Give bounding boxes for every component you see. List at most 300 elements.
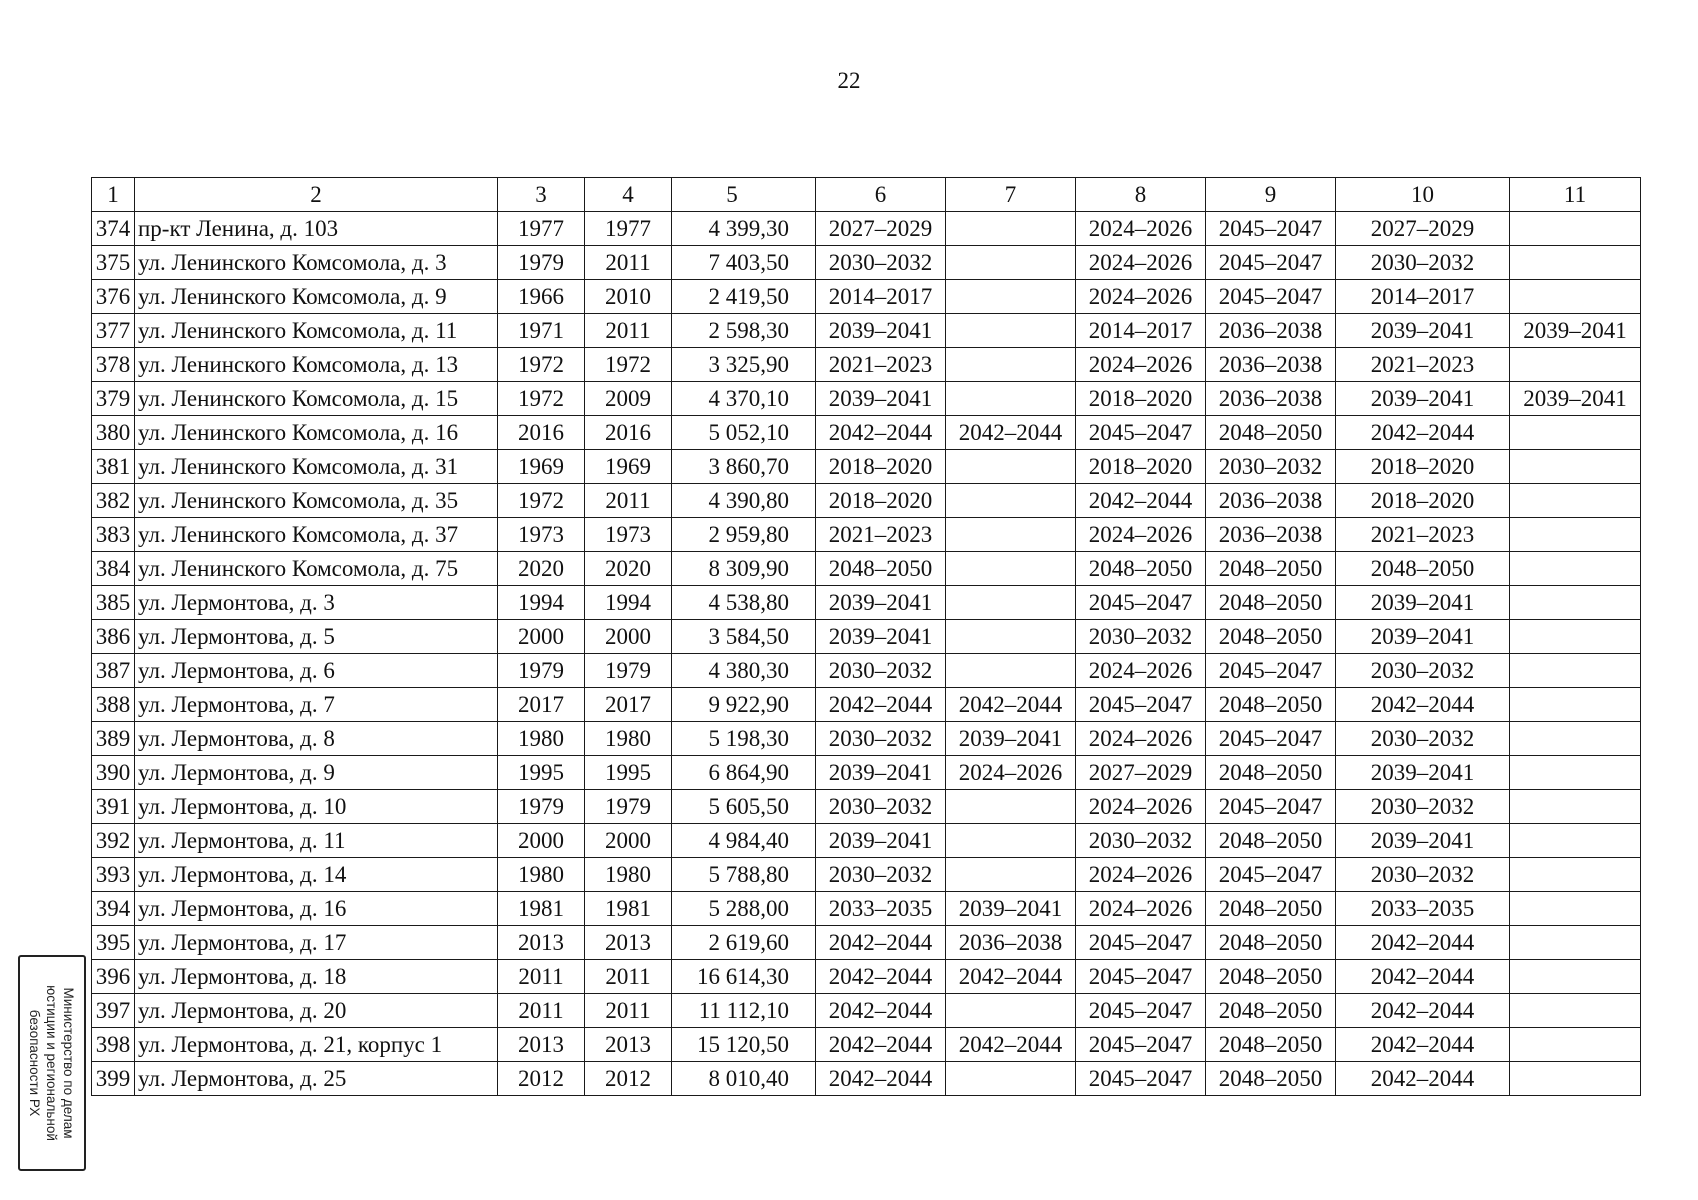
cell-period-col-8: 2014–2017 bbox=[1076, 314, 1206, 348]
cell-period-col-8: 2024–2026 bbox=[1076, 280, 1206, 314]
cell-period-col-6: 2042–2044 bbox=[816, 960, 946, 994]
cell-area: 4 390,80 bbox=[672, 484, 816, 518]
cell-period-col-6: 2039–2041 bbox=[816, 756, 946, 790]
cell-year-commissioned: 2009 bbox=[585, 382, 672, 416]
cell-period-col-10: 2039–2041 bbox=[1336, 314, 1510, 348]
cell-period-col-6: 2021–2023 bbox=[816, 348, 946, 382]
cell-period-col-7 bbox=[946, 858, 1076, 892]
cell-address: ул. Ленинского Комсомола, д. 31 bbox=[135, 450, 498, 484]
cell-year-built: 2013 bbox=[498, 926, 585, 960]
cell-period-col-7 bbox=[946, 790, 1076, 824]
cell-period-col-9: 2045–2047 bbox=[1206, 280, 1336, 314]
cell-period-col-6: 2039–2041 bbox=[816, 824, 946, 858]
cell-address: ул. Лермонтова, д. 17 bbox=[135, 926, 498, 960]
cell-area: 8 010,40 bbox=[672, 1062, 816, 1096]
cell-year-built: 1980 bbox=[498, 858, 585, 892]
cell-period-col-7 bbox=[946, 484, 1076, 518]
cell-period-col-9: 2045–2047 bbox=[1206, 790, 1336, 824]
stamp-line: юстиции и региональной bbox=[44, 985, 60, 1141]
cell-period-col-8: 2024–2026 bbox=[1076, 858, 1206, 892]
table-row bbox=[92, 892, 1641, 926]
cell-area: 6 864,90 bbox=[672, 756, 816, 790]
cell-period-col-6: 2039–2041 bbox=[816, 586, 946, 620]
cell-period-col-7 bbox=[946, 348, 1076, 382]
table-row bbox=[92, 926, 1641, 960]
cell-period-col-7 bbox=[946, 654, 1076, 688]
cell-address: ул. Лермонтова, д. 8 bbox=[135, 722, 498, 756]
cell-area: 4 399,30 bbox=[672, 212, 816, 246]
table-row bbox=[92, 280, 1641, 314]
cell-address: пр-кт Ленина, д. 103 bbox=[135, 212, 498, 246]
cell-period-col-8: 2018–2020 bbox=[1076, 382, 1206, 416]
cell-address: ул. Ленинского Комсомола, д. 75 bbox=[135, 552, 498, 586]
cell-period-col-10: 2042–2044 bbox=[1336, 960, 1510, 994]
cell-period-col-10: 2033–2035 bbox=[1336, 892, 1510, 926]
cell-period-col-6: 2030–2032 bbox=[816, 246, 946, 280]
cell-year-built: 1977 bbox=[498, 212, 585, 246]
cell-area: 2 619,60 bbox=[672, 926, 816, 960]
cell-period-col-9: 2048–2050 bbox=[1206, 756, 1336, 790]
cell-row-number: 387 bbox=[92, 654, 135, 688]
cell-year-commissioned: 2011 bbox=[585, 314, 672, 348]
cell-year-commissioned: 2000 bbox=[585, 824, 672, 858]
table-row bbox=[92, 552, 1641, 586]
table-row bbox=[92, 688, 1641, 722]
cell-period-col-6: 2042–2044 bbox=[816, 994, 946, 1028]
cell-period-col-10: 2021–2023 bbox=[1336, 518, 1510, 552]
cell-row-number: 379 bbox=[92, 382, 135, 416]
cell-period-col-8: 2045–2047 bbox=[1076, 586, 1206, 620]
cell-year-commissioned: 2013 bbox=[585, 1028, 672, 1062]
cell-period-col-11 bbox=[1510, 858, 1641, 892]
cell-address: ул. Лермонтова, д. 3 bbox=[135, 586, 498, 620]
cell-period-col-7: 2042–2044 bbox=[946, 688, 1076, 722]
cell-area: 15 120,50 bbox=[672, 1028, 816, 1062]
cell-row-number: 380 bbox=[92, 416, 135, 450]
table-row bbox=[92, 790, 1641, 824]
cell-address: ул. Лермонтова, д. 6 bbox=[135, 654, 498, 688]
cell-period-col-8: 2030–2032 bbox=[1076, 620, 1206, 654]
column-header-9: 9 bbox=[1206, 178, 1336, 212]
cell-area: 5 605,50 bbox=[672, 790, 816, 824]
cell-period-col-10: 2030–2032 bbox=[1336, 654, 1510, 688]
column-header-2: 2 bbox=[135, 178, 498, 212]
cell-period-col-6: 2018–2020 bbox=[816, 450, 946, 484]
table-row bbox=[92, 586, 1641, 620]
cell-row-number: 390 bbox=[92, 756, 135, 790]
column-header-10: 10 bbox=[1336, 178, 1510, 212]
table-row bbox=[92, 858, 1641, 892]
cell-period-col-11 bbox=[1510, 654, 1641, 688]
cell-year-commissioned: 2011 bbox=[585, 484, 672, 518]
cell-period-col-11 bbox=[1510, 824, 1641, 858]
column-header-6: 6 bbox=[816, 178, 946, 212]
table-row bbox=[92, 314, 1641, 348]
cell-period-col-11 bbox=[1510, 246, 1641, 280]
cell-period-col-11 bbox=[1510, 552, 1641, 586]
cell-period-col-10: 2042–2044 bbox=[1336, 1062, 1510, 1096]
cell-period-col-11 bbox=[1510, 960, 1641, 994]
cell-area: 11 112,10 bbox=[672, 994, 816, 1028]
cell-period-col-10: 2042–2044 bbox=[1336, 994, 1510, 1028]
cell-period-col-10: 2030–2032 bbox=[1336, 790, 1510, 824]
cell-period-col-11 bbox=[1510, 722, 1641, 756]
cell-period-col-7: 2042–2044 bbox=[946, 416, 1076, 450]
cell-row-number: 374 bbox=[92, 212, 135, 246]
cell-period-col-11: 2039–2041 bbox=[1510, 314, 1641, 348]
cell-period-col-7: 2039–2041 bbox=[946, 892, 1076, 926]
cell-period-col-9: 2048–2050 bbox=[1206, 688, 1336, 722]
cell-period-col-6: 2039–2041 bbox=[816, 620, 946, 654]
column-header-1: 1 bbox=[92, 178, 135, 212]
cell-row-number: 382 bbox=[92, 484, 135, 518]
cell-period-col-11 bbox=[1510, 280, 1641, 314]
cell-period-col-10: 2021–2023 bbox=[1336, 348, 1510, 382]
cell-address: ул. Лермонтова, д. 5 bbox=[135, 620, 498, 654]
cell-period-col-9: 2048–2050 bbox=[1206, 416, 1336, 450]
cell-period-col-9: 2036–2038 bbox=[1206, 518, 1336, 552]
cell-address: ул. Ленинского Комсомола, д. 3 bbox=[135, 246, 498, 280]
cell-year-commissioned: 2017 bbox=[585, 688, 672, 722]
cell-period-col-11 bbox=[1510, 1062, 1641, 1096]
cell-period-col-8: 2048–2050 bbox=[1076, 552, 1206, 586]
cell-address: ул. Лермонтова, д. 9 bbox=[135, 756, 498, 790]
cell-area: 8 309,90 bbox=[672, 552, 816, 586]
cell-row-number: 396 bbox=[92, 960, 135, 994]
table-body bbox=[92, 178, 1641, 1096]
cell-period-col-10: 2039–2041 bbox=[1336, 620, 1510, 654]
cell-address: ул. Лермонтова, д. 16 bbox=[135, 892, 498, 926]
cell-period-col-11 bbox=[1510, 518, 1641, 552]
table-row bbox=[92, 450, 1641, 484]
cell-year-built: 1972 bbox=[498, 382, 585, 416]
cell-period-col-6: 2048–2050 bbox=[816, 552, 946, 586]
cell-period-col-6: 2039–2041 bbox=[816, 382, 946, 416]
cell-period-col-6: 2033–2035 bbox=[816, 892, 946, 926]
cell-year-built: 1979 bbox=[498, 654, 585, 688]
cell-period-col-7 bbox=[946, 450, 1076, 484]
cell-period-col-11 bbox=[1510, 892, 1641, 926]
housing-register-table bbox=[91, 177, 1641, 1096]
cell-period-col-7 bbox=[946, 586, 1076, 620]
cell-period-col-6: 2042–2044 bbox=[816, 1062, 946, 1096]
column-header-5: 5 bbox=[672, 178, 816, 212]
table-header-row bbox=[92, 178, 1641, 212]
cell-period-col-8: 2024–2026 bbox=[1076, 892, 1206, 926]
cell-area: 5 052,10 bbox=[672, 416, 816, 450]
cell-year-commissioned: 2020 bbox=[585, 552, 672, 586]
ministry-stamp bbox=[18, 955, 86, 1171]
cell-period-col-8: 2024–2026 bbox=[1076, 348, 1206, 382]
cell-period-col-8: 2024–2026 bbox=[1076, 518, 1206, 552]
cell-address: ул. Ленинского Комсомола, д. 15 bbox=[135, 382, 498, 416]
cell-period-col-9: 2036–2038 bbox=[1206, 314, 1336, 348]
cell-period-col-8: 2027–2029 bbox=[1076, 756, 1206, 790]
cell-period-col-10: 2018–2020 bbox=[1336, 450, 1510, 484]
cell-period-col-9: 2048–2050 bbox=[1206, 994, 1336, 1028]
cell-period-col-8: 2045–2047 bbox=[1076, 416, 1206, 450]
cell-period-col-10: 2039–2041 bbox=[1336, 586, 1510, 620]
page-number: 22 bbox=[837, 68, 861, 93]
table-row bbox=[92, 620, 1641, 654]
cell-period-col-8: 2030–2032 bbox=[1076, 824, 1206, 858]
cell-period-col-10: 2042–2044 bbox=[1336, 926, 1510, 960]
cell-address: ул. Лермонтова, д. 11 bbox=[135, 824, 498, 858]
cell-period-col-9: 2048–2050 bbox=[1206, 1028, 1336, 1062]
cell-period-col-8: 2045–2047 bbox=[1076, 1028, 1206, 1062]
cell-row-number: 389 bbox=[92, 722, 135, 756]
stamp-text bbox=[20, 957, 84, 1169]
cell-period-col-11 bbox=[1510, 416, 1641, 450]
cell-row-number: 393 bbox=[92, 858, 135, 892]
cell-period-col-7 bbox=[946, 620, 1076, 654]
column-header-8: 8 bbox=[1076, 178, 1206, 212]
cell-area: 5 198,30 bbox=[672, 722, 816, 756]
cell-area: 2 419,50 bbox=[672, 280, 816, 314]
cell-address: ул. Ленинского Комсомола, д. 13 bbox=[135, 348, 498, 382]
cell-year-built: 1966 bbox=[498, 280, 585, 314]
table-row bbox=[92, 518, 1641, 552]
cell-area: 2 959,80 bbox=[672, 518, 816, 552]
cell-address: ул. Лермонтова, д. 14 bbox=[135, 858, 498, 892]
table-row bbox=[92, 994, 1641, 1028]
cell-year-built: 2013 bbox=[498, 1028, 585, 1062]
cell-period-col-6: 2030–2032 bbox=[816, 722, 946, 756]
cell-year-built: 2000 bbox=[498, 620, 585, 654]
cell-period-col-8: 2045–2047 bbox=[1076, 1062, 1206, 1096]
cell-period-col-8: 2024–2026 bbox=[1076, 790, 1206, 824]
table-row bbox=[92, 246, 1641, 280]
cell-year-commissioned: 1972 bbox=[585, 348, 672, 382]
cell-period-col-9: 2048–2050 bbox=[1206, 892, 1336, 926]
table-row bbox=[92, 212, 1641, 246]
cell-period-col-6: 2027–2029 bbox=[816, 212, 946, 246]
cell-row-number: 384 bbox=[92, 552, 135, 586]
cell-year-commissioned: 1973 bbox=[585, 518, 672, 552]
cell-period-col-7 bbox=[946, 280, 1076, 314]
cell-area: 2 598,30 bbox=[672, 314, 816, 348]
cell-period-col-11 bbox=[1510, 926, 1641, 960]
cell-year-commissioned: 2011 bbox=[585, 994, 672, 1028]
cell-period-col-8: 2045–2047 bbox=[1076, 688, 1206, 722]
cell-period-col-10: 2039–2041 bbox=[1336, 824, 1510, 858]
cell-period-col-10: 2048–2050 bbox=[1336, 552, 1510, 586]
cell-area: 4 984,40 bbox=[672, 824, 816, 858]
cell-period-col-9: 2045–2047 bbox=[1206, 654, 1336, 688]
cell-period-col-8: 2024–2026 bbox=[1076, 654, 1206, 688]
cell-row-number: 398 bbox=[92, 1028, 135, 1062]
column-header-11: 11 bbox=[1510, 178, 1641, 212]
cell-period-col-6: 2042–2044 bbox=[816, 1028, 946, 1062]
table-row bbox=[92, 654, 1641, 688]
column-header-3: 3 bbox=[498, 178, 585, 212]
cell-year-built: 1995 bbox=[498, 756, 585, 790]
cell-year-commissioned: 1980 bbox=[585, 858, 672, 892]
table-row bbox=[92, 722, 1641, 756]
cell-year-built: 1972 bbox=[498, 348, 585, 382]
cell-row-number: 378 bbox=[92, 348, 135, 382]
cell-period-col-11 bbox=[1510, 688, 1641, 722]
cell-year-commissioned: 2011 bbox=[585, 960, 672, 994]
cell-period-col-7: 2042–2044 bbox=[946, 960, 1076, 994]
cell-period-col-9: 2048–2050 bbox=[1206, 620, 1336, 654]
cell-period-col-6: 2021–2023 bbox=[816, 518, 946, 552]
cell-period-col-7 bbox=[946, 382, 1076, 416]
cell-period-col-9: 2048–2050 bbox=[1206, 824, 1336, 858]
cell-area: 3 584,50 bbox=[672, 620, 816, 654]
cell-period-col-9: 2048–2050 bbox=[1206, 586, 1336, 620]
table-row bbox=[92, 824, 1641, 858]
cell-row-number: 377 bbox=[92, 314, 135, 348]
cell-period-col-11 bbox=[1510, 450, 1641, 484]
cell-period-col-9: 2030–2032 bbox=[1206, 450, 1336, 484]
cell-row-number: 376 bbox=[92, 280, 135, 314]
cell-row-number: 397 bbox=[92, 994, 135, 1028]
cell-row-number: 392 bbox=[92, 824, 135, 858]
cell-period-col-10: 2030–2032 bbox=[1336, 722, 1510, 756]
cell-period-col-7 bbox=[946, 314, 1076, 348]
cell-year-commissioned: 1979 bbox=[585, 790, 672, 824]
cell-period-col-6: 2030–2032 bbox=[816, 654, 946, 688]
cell-row-number: 388 bbox=[92, 688, 135, 722]
cell-period-col-10: 2030–2032 bbox=[1336, 858, 1510, 892]
table-row bbox=[92, 348, 1641, 382]
cell-period-col-10: 2042–2044 bbox=[1336, 1028, 1510, 1062]
table-row bbox=[92, 960, 1641, 994]
cell-year-built: 2011 bbox=[498, 960, 585, 994]
cell-year-commissioned: 2000 bbox=[585, 620, 672, 654]
cell-period-col-6: 2030–2032 bbox=[816, 790, 946, 824]
table-row bbox=[92, 382, 1641, 416]
cell-period-col-10: 2014–2017 bbox=[1336, 280, 1510, 314]
cell-row-number: 385 bbox=[92, 586, 135, 620]
cell-period-col-10: 2027–2029 bbox=[1336, 212, 1510, 246]
cell-period-col-10: 2042–2044 bbox=[1336, 688, 1510, 722]
cell-row-number: 383 bbox=[92, 518, 135, 552]
cell-year-commissioned: 1995 bbox=[585, 756, 672, 790]
cell-period-col-7: 2024–2026 bbox=[946, 756, 1076, 790]
cell-period-col-6: 2042–2044 bbox=[816, 688, 946, 722]
cell-row-number: 375 bbox=[92, 246, 135, 280]
cell-period-col-11: 2039–2041 bbox=[1510, 382, 1641, 416]
cell-area: 4 370,10 bbox=[672, 382, 816, 416]
cell-row-number: 394 bbox=[92, 892, 135, 926]
cell-row-number: 381 bbox=[92, 450, 135, 484]
cell-period-col-11 bbox=[1510, 484, 1641, 518]
cell-year-built: 2011 bbox=[498, 994, 585, 1028]
cell-address: ул. Лермонтова, д. 10 bbox=[135, 790, 498, 824]
cell-period-col-10: 2039–2041 bbox=[1336, 756, 1510, 790]
cell-row-number: 391 bbox=[92, 790, 135, 824]
cell-year-commissioned: 1969 bbox=[585, 450, 672, 484]
cell-address: ул. Лермонтова, д. 20 bbox=[135, 994, 498, 1028]
cell-period-col-8: 2024–2026 bbox=[1076, 246, 1206, 280]
column-header-7: 7 bbox=[946, 178, 1076, 212]
cell-period-col-11 bbox=[1510, 1028, 1641, 1062]
cell-row-number: 386 bbox=[92, 620, 135, 654]
cell-year-built: 1979 bbox=[498, 790, 585, 824]
cell-period-col-9: 2036–2038 bbox=[1206, 348, 1336, 382]
cell-period-col-7: 2036–2038 bbox=[946, 926, 1076, 960]
cell-period-col-9: 2048–2050 bbox=[1206, 1062, 1336, 1096]
cell-period-col-9: 2045–2047 bbox=[1206, 858, 1336, 892]
cell-period-col-11 bbox=[1510, 790, 1641, 824]
cell-address: ул. Ленинского Комсомола, д. 35 bbox=[135, 484, 498, 518]
cell-year-commissioned: 2013 bbox=[585, 926, 672, 960]
cell-period-col-8: 2042–2044 bbox=[1076, 484, 1206, 518]
cell-period-col-7 bbox=[946, 518, 1076, 552]
cell-period-col-8: 2045–2047 bbox=[1076, 994, 1206, 1028]
cell-period-col-7 bbox=[946, 552, 1076, 586]
cell-period-col-11 bbox=[1510, 212, 1641, 246]
cell-year-built: 1994 bbox=[498, 586, 585, 620]
cell-area: 9 922,90 bbox=[672, 688, 816, 722]
cell-period-col-9: 2048–2050 bbox=[1206, 552, 1336, 586]
cell-period-col-7 bbox=[946, 246, 1076, 280]
cell-row-number: 395 bbox=[92, 926, 135, 960]
cell-period-col-8: 2045–2047 bbox=[1076, 960, 1206, 994]
cell-period-col-8: 2045–2047 bbox=[1076, 926, 1206, 960]
cell-year-built: 1973 bbox=[498, 518, 585, 552]
cell-period-col-10: 2030–2032 bbox=[1336, 246, 1510, 280]
cell-period-col-9: 2048–2050 bbox=[1206, 960, 1336, 994]
cell-year-built: 2017 bbox=[498, 688, 585, 722]
cell-period-col-8: 2024–2026 bbox=[1076, 722, 1206, 756]
cell-period-col-10: 2042–2044 bbox=[1336, 416, 1510, 450]
cell-period-col-9: 2048–2050 bbox=[1206, 926, 1336, 960]
cell-address: ул. Ленинского Комсомола, д. 37 bbox=[135, 518, 498, 552]
cell-period-col-6: 2030–2032 bbox=[816, 858, 946, 892]
cell-period-col-6: 2039–2041 bbox=[816, 314, 946, 348]
table-row bbox=[92, 1062, 1641, 1096]
cell-period-col-11 bbox=[1510, 756, 1641, 790]
cell-year-commissioned: 1977 bbox=[585, 212, 672, 246]
cell-address: ул. Ленинского Комсомола, д. 11 bbox=[135, 314, 498, 348]
column-header-4: 4 bbox=[585, 178, 672, 212]
cell-period-col-6: 2042–2044 bbox=[816, 416, 946, 450]
cell-address: ул. Ленинского Комсомола, д. 9 bbox=[135, 280, 498, 314]
cell-year-built: 1972 bbox=[498, 484, 585, 518]
cell-period-col-9: 2045–2047 bbox=[1206, 246, 1336, 280]
cell-address: ул. Лермонтова, д. 25 bbox=[135, 1062, 498, 1096]
cell-area: 3 860,70 bbox=[672, 450, 816, 484]
cell-period-col-7 bbox=[946, 994, 1076, 1028]
cell-period-col-9: 2036–2038 bbox=[1206, 382, 1336, 416]
cell-period-col-9: 2036–2038 bbox=[1206, 484, 1336, 518]
table-row bbox=[92, 416, 1641, 450]
cell-year-commissioned: 1979 bbox=[585, 654, 672, 688]
cell-area: 7 403,50 bbox=[672, 246, 816, 280]
cell-address: ул. Ленинского Комсомола, д. 16 bbox=[135, 416, 498, 450]
cell-year-built: 1981 bbox=[498, 892, 585, 926]
cell-period-col-10: 2039–2041 bbox=[1336, 382, 1510, 416]
cell-period-col-11 bbox=[1510, 348, 1641, 382]
table-row bbox=[92, 1028, 1641, 1062]
cell-year-commissioned: 2016 bbox=[585, 416, 672, 450]
cell-area: 16 614,30 bbox=[672, 960, 816, 994]
cell-area: 4 538,80 bbox=[672, 586, 816, 620]
cell-period-col-11 bbox=[1510, 620, 1641, 654]
cell-period-col-7 bbox=[946, 212, 1076, 246]
stamp-line: Министерство по делам bbox=[61, 987, 77, 1139]
table-row bbox=[92, 756, 1641, 790]
cell-area: 5 288,00 bbox=[672, 892, 816, 926]
cell-area: 3 325,90 bbox=[672, 348, 816, 382]
cell-address: ул. Лермонтова, д. 7 bbox=[135, 688, 498, 722]
cell-year-built: 2000 bbox=[498, 824, 585, 858]
cell-period-col-7: 2042–2044 bbox=[946, 1028, 1076, 1062]
cell-year-commissioned: 1981 bbox=[585, 892, 672, 926]
